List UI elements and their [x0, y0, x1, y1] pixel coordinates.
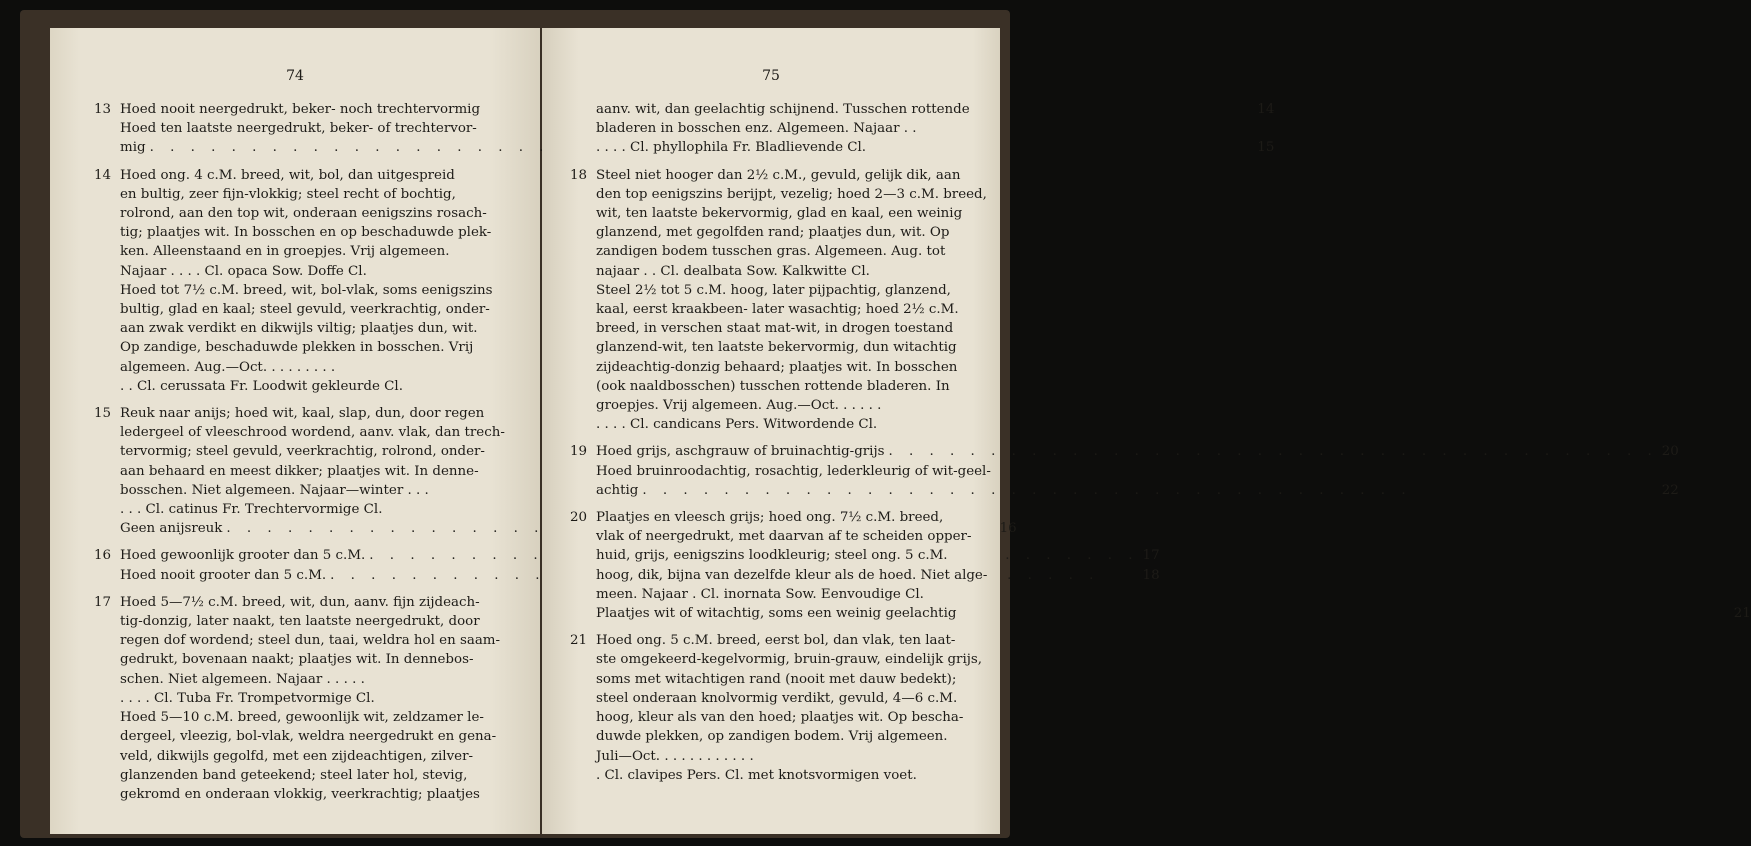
text-line: huid, grijs, eenigszins loodkleurig; steel ong. 5 c.M. [596, 548, 948, 564]
text-line: Juli—Oct. . . . . . . . . . . . [596, 748, 754, 764]
page-number: 75 [762, 68, 780, 84]
text-line: groepjes. Vrij algemeen. Aug.—Oct. . . . . . [596, 398, 882, 414]
text-line: wit, ten laatste bekervormig, glad en kaal, een weinig [596, 206, 963, 222]
text-line: aanv. wit, dan geelachtig schijnend. Tusschen rottende [596, 102, 970, 117]
text-line: veld, dikwijls gegolfd, met een zijdeachtigen, zilver- [120, 748, 474, 764]
key-target-number: 16 [999, 521, 1017, 537]
page-number: 74 [286, 68, 304, 84]
key-target-number: 21 [1733, 606, 1751, 622]
text-line: kaal, eerst kraakbeen- later wasachtig; hoed 2½ c.M. [596, 302, 959, 318]
text-line: steel onderaan knolvormig verdikt, gevuld, 4—6 c.M. [596, 690, 958, 706]
text-line: schen. Niet algemeen. Najaar . . . . . [120, 671, 365, 687]
text-line: glanzend-wit, ten laatste bekervormig, dun witachtig [596, 340, 957, 356]
entry-number: 20 [570, 510, 588, 526]
text-line: najaar . . Cl. dealbata Sow. Kalkwitte Cl. [596, 263, 870, 279]
entry-number [570, 100, 596, 158]
key-target-number: 15 [1257, 140, 1275, 156]
entry-text [596, 631, 982, 785]
text-line: . Cl. clavipes Pers. Cl. met knotsvormigen voet. [596, 767, 917, 783]
text-line: Steel niet hooger dan 2½ c.M., gevuld, gelijk dik, aan [596, 167, 961, 183]
text-line: regen dof wordend; steel dun, taai, weldra hol en saam- [120, 633, 501, 649]
entry-text [596, 442, 1679, 500]
text-line: duwde plekken, op zandigen bodem. Vrij algemeen. [596, 729, 948, 745]
key-target-number: 18 [1142, 567, 1160, 583]
entry-number: 13 [94, 102, 112, 117]
entry-text [596, 508, 1751, 623]
entry-number: 18 [570, 167, 588, 183]
line-text: Plaatjes wit of witachtig, soms een weinig geelachtig [596, 606, 957, 622]
text-line: ledergeel of vleeschrood wordend, aanv. vlak, dan trech- [120, 425, 505, 441]
text-line: vlak of neergedrukt, met daarvan af te scheiden opper- [596, 529, 972, 545]
text-line: Hoed bruinroodachtig, rosachtig, lederkleurig of wit-geel- [596, 463, 991, 479]
key-line [596, 442, 1679, 461]
entry-number: 19 [570, 444, 588, 460]
leader-dots [885, 442, 1662, 461]
text-line: tervormig; steel gevuld, veerkrachtig, rolrond, onder- [120, 444, 485, 460]
line-text: mig [120, 140, 146, 156]
text-line: Najaar . . . . Cl. opaca Sow. Doffe Cl. [120, 263, 367, 279]
line-text: Hoed gewoonlijk grooter dan 5 c.M. [120, 548, 366, 564]
key-entry [570, 166, 987, 435]
entry-number: 17 [94, 594, 112, 610]
key-line [596, 481, 1679, 500]
key-target-number: 14 [1257, 102, 1275, 117]
entry-text [120, 166, 526, 396]
line-text: Hoed nooit grooter dan 5 c.M. [120, 567, 327, 583]
text-line: breed, in verschen staat mat-wit, in drogen toestand [596, 321, 954, 337]
text-line: gekromd en onderaan vlokkig, veerkrachtig; plaatjes [120, 786, 480, 802]
text-line: bosschen. Niet algemeen. Najaar—winter . . . [120, 482, 429, 498]
text-line: soms met witachtigen rand (nooit met dauw bedekt); [596, 671, 957, 687]
text-line: algemeen. Aug.—Oct. . . . . . . . . [120, 359, 336, 375]
key-target-number: 20 [1661, 444, 1679, 460]
line-text: Geen anijsreuk [120, 521, 223, 537]
text-line: (ook naaldbosschen) tusschen rottende bladeren. In [596, 378, 950, 394]
text-line: tig; plaatjes wit. In bosschen en op beschaduwde plek- [120, 225, 492, 241]
text-line: gedrukt, bovenaan naakt; plaatjes wit. In dennebos- [120, 652, 474, 668]
key-target-number: 17 [1142, 548, 1160, 564]
entry-text [596, 166, 987, 435]
text-line: hoog, kleur als van den hoed; plaatjes wit. Op bescha- [596, 710, 964, 726]
key-target-number: 22 [1661, 482, 1679, 498]
key-entry [570, 631, 983, 785]
line-text: achtig [596, 482, 639, 498]
text-line: Hoed ong. 4 c.M. breed, wit, bol, dan uitgespreid [120, 167, 455, 183]
text-line: tig-donzig, later naakt, ten laatste neergedrukt, door [120, 614, 480, 630]
leader-dots [638, 481, 1661, 500]
text-line: . . . . Cl. candicans Pers. Witwordende Cl. [596, 417, 878, 433]
text-line: Hoed 5—7½ c.M. breed, wit, dun, aanv. fijn zijdeach- [120, 594, 480, 610]
text-line: aan behaard en meest dikker; plaatjes wit. In denne- [120, 463, 479, 479]
entry-number: 15 [94, 406, 112, 422]
book-spread [20, 10, 1751, 838]
text-line: meen. Najaar . Cl. inornata Sow. Eenvoudige Cl. [596, 586, 924, 602]
text-line: dergeel, vleezig, bol-vlak, weldra neergedrukt en gena- [120, 729, 497, 745]
text-line: aan zwak verdikt en dikwijls viltig; plaatjes dun, wit. [120, 321, 478, 337]
text-line: Plaatjes en vleesch grijs; hoed ong. 7½ c.M. breed, [596, 510, 944, 526]
text-line: zijdeachtig-donzig behaard; plaatjes wit. In bosschen [596, 359, 958, 375]
entry-number: 16 [94, 548, 112, 564]
entry-text [596, 100, 978, 158]
text-line: Hoed 5—10 c.M. breed, gewoonlijk wit, zeldzamer le- [120, 710, 484, 726]
key-entry [94, 166, 526, 396]
text-line: Hoed ten laatste neergedrukt, beker- of trechtervor- [120, 121, 477, 137]
text-line: Op zandige, beschaduwde plekken in bosschen. Vrij [120, 340, 474, 356]
entry-number: 21 [570, 633, 588, 649]
text-line: . . . . Cl. Tuba Fr. Trompetvormige Cl. [120, 690, 375, 706]
text-line: den top eenigszins berijpt, vezelig; hoed 2—3 c.M. breed, [596, 186, 987, 202]
key-entry [570, 442, 1679, 500]
text-line: hoog, dik, bijna van dezelfde kleur als de hoed. Niet alge- [596, 567, 988, 583]
text-line: bultig, glad en kaal; steel gevuld, veerkrachtig, onder- [120, 302, 490, 318]
line-text: Hoed grijs, aschgrauw of bruinachtig-grijs [596, 444, 885, 460]
entry-number: 14 [94, 167, 112, 183]
key-entry [94, 593, 526, 804]
key-line [596, 604, 1751, 623]
text-line: Reuk naar anijs; hoed wit, kaal, slap, dun, door regen [120, 406, 485, 422]
entry-text [120, 593, 526, 804]
text-line: . . Cl. cerussata Fr. Loodwit gekleurde Cl. [120, 378, 403, 394]
text-line: ken. Alleenstaand en in groepjes. Vrij algemeen. [120, 244, 450, 260]
text-line: Hoed tot 7½ c.M. breed, wit, bol-vlak, soms eenigszins [120, 282, 493, 298]
text-line: rolrond, aan den top wit, onderaan eenigszins rosach- [120, 206, 487, 222]
line-text: Hoed nooit neergedrukt, beker- noch trechtervormig [120, 102, 481, 117]
text-line: Hoed ong. 5 c.M. breed, eerst bol, dan vlak, ten laat- [596, 633, 956, 649]
text-line: zandigen bodem tusschen gras. Algemeen. Aug. tot [596, 244, 946, 260]
text-line: . . . . Cl. phyllophila Fr. Bladlievende Cl. [596, 140, 867, 156]
text-line: Steel 2½ tot 5 c.M. hoog, later pijpachtig, glanzend, [596, 282, 951, 298]
text-line: glanzenden band geteekend; steel later hol, stevig, [120, 767, 468, 783]
text-line: . . . Cl. catinus Fr. Trechtervormige Cl. [120, 502, 383, 518]
text-line: ste omgekeerd-kegelvormig, bruin-grauw, eindelijk grijs, [596, 652, 983, 668]
text-line: en bultig, zeer fijn-vlokkig; steel recht of bochtig, [120, 186, 456, 202]
key-entry [570, 100, 978, 158]
text-line: bladeren in bosschen enz. Algemeen. Najaar . . [596, 121, 917, 137]
text-line: glanzend, met gegolfden rand; plaatjes dun, wit. Op [596, 225, 950, 241]
